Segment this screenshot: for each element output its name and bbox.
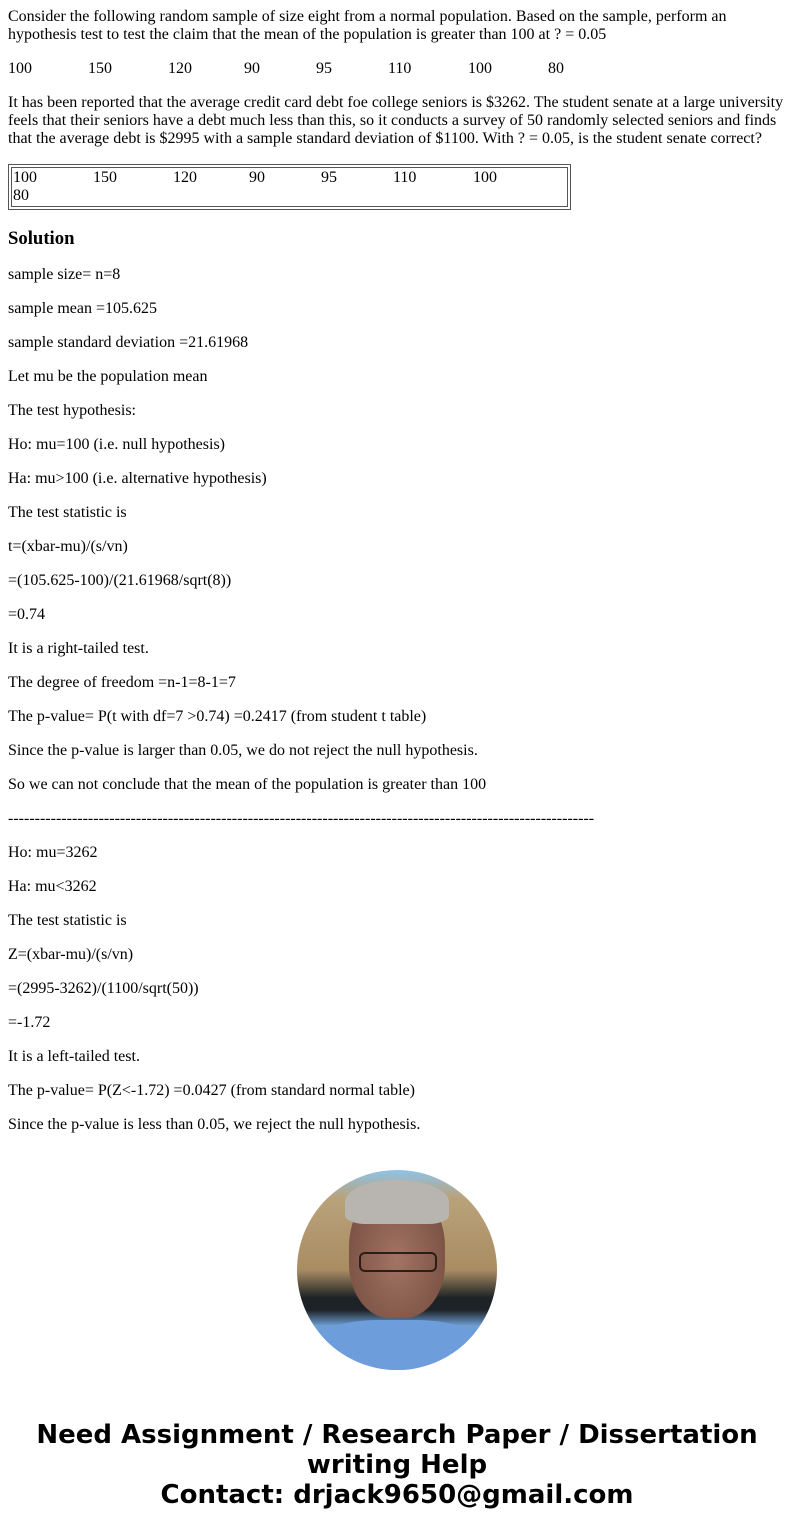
table-value: 80 [13,187,29,204]
solution-line: It is a left-tailed test. [8,1048,140,1065]
solution-line: The test statistic is [8,912,127,929]
solution-line: The p-value= P(Z<-1.72) =0.0427 (from standard normal table) [8,1082,415,1099]
solution-line: Since the p-value is larger than 0.05, we do not reject the null hypothesis. [8,742,478,759]
solution-line: sample mean =105.625 [8,300,157,317]
solution-line: Ha: mu>100 (i.e. alternative hypothesis) [8,470,267,487]
footer-banner [8,1420,786,1510]
table-value: 90 [249,169,265,186]
photo-shirt [307,1320,487,1370]
sample-value: 120 [168,60,192,77]
sample-value: 150 [88,60,112,77]
solution-line: The test hypothesis: [8,402,136,419]
sample-value: 100 [8,60,32,77]
photo-hair [345,1180,449,1224]
solution-body [8,266,786,1134]
photo-glasses [359,1252,437,1272]
solution-heading: Solution [8,228,75,249]
table-value: 110 [393,169,417,186]
table-value: 150 [93,169,117,186]
solution-line: sample size= n=8 [8,266,121,283]
sample-value: 80 [548,60,564,77]
solution-line: =(2995-3262)/(1100/sqrt(50)) [8,980,199,997]
sample-value: 95 [316,60,332,77]
solution-line: Ha: mu<3262 [8,878,97,895]
sample-value: 90 [244,60,260,77]
solution-line: Ho: mu=100 (i.e. null hypothesis) [8,436,226,453]
solution-line: The test statistic is [8,504,127,521]
solution-line: Ho: mu=3262 [8,844,98,861]
question-1: Consider the following random sample of size eight from a normal population. Based on the sample, perform an hypothesis test to test the claim that the mean of the population is greater than 100 at ? = 0.05 [8,8,727,43]
sample-table [8,164,571,210]
solution-line: Z=(xbar-mu)/(s/vn) [8,946,134,963]
solution-line: It is a right-tailed test. [8,640,149,657]
solution-line: t=(xbar-mu)/(s/vn) [8,538,128,555]
sample-values-row [8,60,786,78]
sample-table-cell [11,167,568,207]
sample-value: 100 [468,60,492,77]
solution-line: Since the p-value is less than 0.05, we reject the null hypothesis. [8,1116,421,1133]
solution-line: So we can not conclude that the mean of the population is greater than 100 [8,776,487,793]
solution-line: =0.74 [8,606,46,623]
footer-line-2: writing Help [306,1450,488,1480]
table-value: 100 [473,169,497,186]
question-2: It has been reported that the average credit card debt foe college seniors is $3262. The student senate at a large university feels that their seniors have a debt much less than this, so it conducts a survey of 50 randomly selected seniors and finds that the average debt is $2995 with a sample standard deviation of $1100. With ? = 0.05, is the student senate correct? [8,94,784,147]
footer-contact: Contact: drjack9650@gmail.com [160,1480,634,1510]
solution-line: Let mu be the population mean [8,368,208,385]
table-value: 95 [321,169,337,186]
solution-line: The degree of freedom =n-1=8-1=7 [8,674,236,691]
table-value: 120 [173,169,197,186]
solution-line: The p-value= P(t with df=7 >0.74) =0.2417 (from student t table) [8,708,427,725]
author-photo [297,1170,497,1370]
sample-value: 110 [388,60,412,77]
table-value: 100 [13,169,37,186]
footer-line-1: Need Assignment / Research Paper / Dissertation [36,1420,758,1450]
solution-line: =(105.625-100)/(21.61968/sqrt(8)) [8,572,232,589]
solution-line: -------------------------------------------------------------------------------------------------------------- [8,810,595,827]
solution-line: sample standard deviation =21.61968 [8,334,249,351]
author-photo-container [8,1170,786,1370]
solution-line: =-1.72 [8,1014,51,1031]
